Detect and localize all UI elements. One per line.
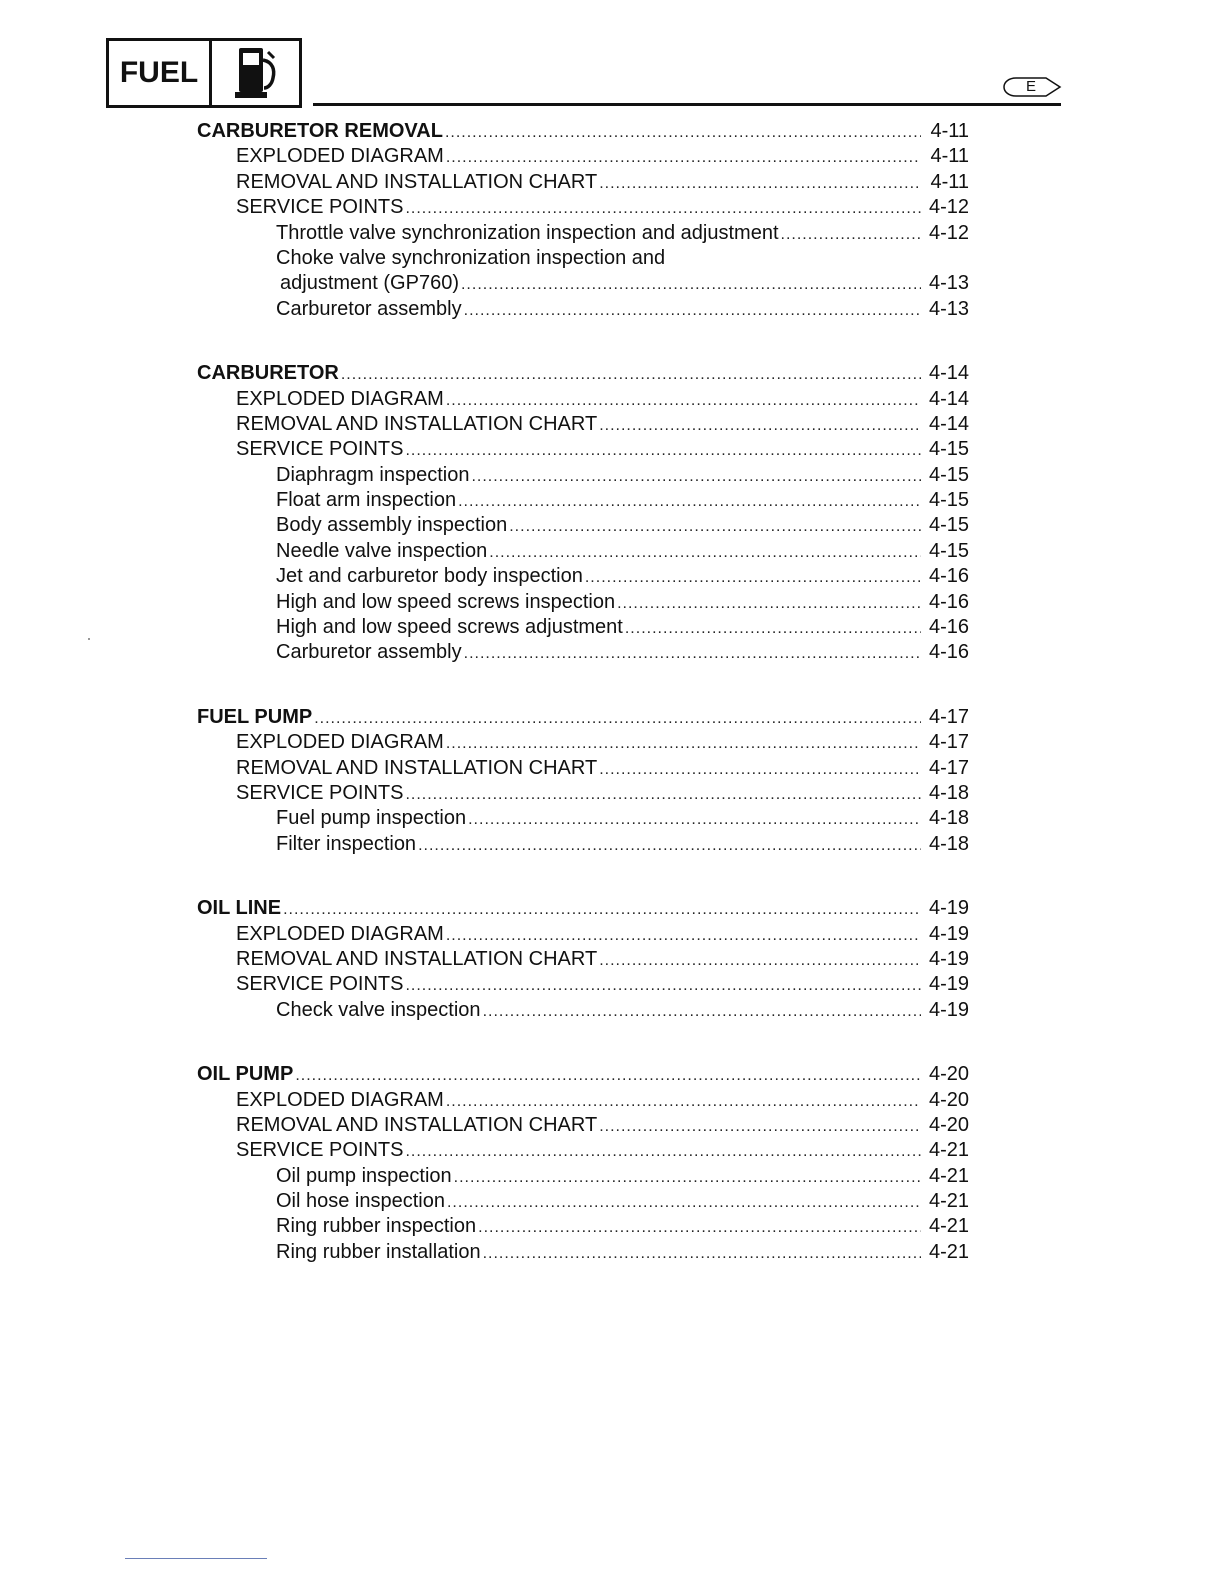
dot-leader: [446, 388, 921, 413]
toc-page-number: 4-21: [928, 1190, 969, 1213]
toc-item[interactable]: [197, 922, 969, 947]
toc-page-number: 4-11: [930, 145, 969, 168]
dot-leader: [446, 731, 921, 756]
toc-page-number: 4-20: [928, 1088, 969, 1111]
toc-entry-title: Diaphragm inspection: [276, 463, 470, 486]
toc-entry-title: Ring rubber installation: [276, 1240, 481, 1263]
dot-leader: [405, 973, 921, 998]
toc-section-heading[interactable]: [197, 896, 969, 921]
toc-item[interactable]: [197, 144, 969, 169]
toc-entry-title: Oil hose inspection: [276, 1190, 445, 1213]
chapter-label: FUEL: [109, 41, 212, 105]
dot-leader: [478, 1215, 921, 1240]
toc-page-number: 4-14: [928, 387, 969, 410]
toc-entry-title: Oil pump inspection: [276, 1164, 452, 1187]
toc-entry-title: Ring rubber inspection: [276, 1215, 477, 1238]
toc-subitem[interactable]: [197, 832, 969, 857]
dot-leader: [471, 464, 921, 489]
toc-entry-title: SERVICE POINTS: [236, 196, 404, 219]
chapter-header-box: [106, 38, 302, 108]
toc-entry-title: CARBURETOR REMOVAL: [197, 120, 443, 142]
toc-entry-title: High and low speed screws adjustment: [276, 616, 623, 639]
toc-item[interactable]: [197, 1113, 969, 1138]
table-of-contents: [197, 119, 969, 1304]
toc-section: [197, 705, 969, 857]
dot-leader: [446, 923, 921, 948]
toc-page-number: 4-15: [928, 539, 969, 562]
dot-leader: [599, 757, 921, 782]
toc-section-heading[interactable]: [197, 1062, 969, 1087]
toc-subitem[interactable]: [197, 488, 969, 513]
toc-subitem[interactable]: [197, 615, 969, 640]
toc-page-number: 4-13: [928, 272, 969, 295]
toc-page-number: 4-20: [928, 1113, 969, 1136]
dot-leader: [483, 999, 921, 1024]
toc-subitem[interactable]: [197, 271, 969, 296]
toc-subitem[interactable]: [197, 590, 969, 615]
toc-entry-title: SERVICE POINTS: [236, 973, 404, 996]
toc-page-number: 4-19: [928, 998, 969, 1021]
fuel-pump-icon: [212, 41, 299, 105]
dot-leader: [445, 120, 921, 145]
toc-page-number: 4-21: [928, 1215, 969, 1238]
toc-section: [197, 119, 969, 322]
toc-item[interactable]: [197, 947, 969, 972]
toc-entry-title: Carburetor assembly: [276, 297, 462, 320]
toc-entry-title: Fuel pump inspection: [276, 807, 467, 830]
toc-item[interactable]: [197, 730, 969, 755]
toc-page-number: 4-18: [928, 832, 969, 855]
toc-page-number: 4-16: [928, 590, 969, 613]
toc-page-number: 4-14: [928, 412, 969, 435]
toc-entry-title: adjustment (GP760): [280, 272, 459, 295]
language-mark-label: E: [1025, 78, 1036, 95]
dot-leader: [599, 171, 921, 196]
toc-section-heading[interactable]: [197, 119, 969, 144]
toc-page-number: 4-15: [928, 463, 969, 486]
toc-entry-title: Needle valve inspection: [276, 539, 488, 562]
toc-page-number: 4-19: [928, 973, 969, 996]
toc-page-number: 4-16: [928, 565, 969, 588]
toc-page-number: 4-17: [928, 731, 969, 754]
dot-leader: [405, 782, 921, 807]
toc-page-number: 4-15: [928, 514, 969, 537]
toc-page-number: 4-13: [928, 297, 969, 320]
dot-leader: [585, 565, 921, 590]
dot-leader: [468, 807, 921, 832]
header-rule: [313, 103, 1061, 106]
toc-page-number: 4-17: [928, 756, 969, 779]
dot-leader: [295, 1063, 921, 1088]
toc-section-heading[interactable]: [197, 705, 969, 730]
toc-subitem[interactable]: [197, 1214, 969, 1239]
toc-item[interactable]: [197, 195, 969, 220]
toc-subitem[interactable]: [197, 539, 969, 564]
toc-subitem[interactable]: [197, 246, 969, 271]
toc-page-number: 4-15: [928, 489, 969, 512]
toc-page-number: 4-17: [928, 705, 969, 728]
dot-leader: [464, 641, 921, 666]
dot-leader: [483, 1241, 921, 1266]
toc-entry-title: REMOVAL AND INSTALLATION CHART: [236, 412, 598, 435]
scan-speck: [88, 638, 90, 640]
toc-entry-title: Choke valve synchronization inspection and: [276, 246, 666, 269]
dot-leader: [454, 1165, 921, 1190]
toc-entry-title: Float arm inspection: [276, 489, 457, 512]
toc-subitem[interactable]: [197, 806, 969, 831]
toc-entry-title: OIL PUMP: [197, 1063, 294, 1086]
toc-page-number: 4-11: [930, 120, 969, 142]
toc-entry-title: CARBURETOR: [197, 362, 339, 385]
toc-page-number: 4-12: [928, 221, 969, 244]
toc-entry-title: REMOVAL AND INSTALLATION CHART: [236, 947, 598, 970]
toc-entry-title: High and low speed screws inspection: [276, 590, 616, 613]
dot-leader: [781, 222, 922, 247]
dot-leader: [418, 833, 921, 858]
dot-leader: [599, 1114, 921, 1139]
toc-item[interactable]: [197, 387, 969, 412]
dot-leader: [625, 616, 921, 641]
dot-leader: [405, 438, 921, 463]
toc-entry-title: SERVICE POINTS: [236, 438, 404, 461]
toc-item[interactable]: [197, 437, 969, 462]
toc-entry-title: EXPLODED DIAGRAM: [236, 145, 444, 168]
toc-section-heading[interactable]: [197, 361, 969, 386]
toc-entry-title: Filter inspection: [276, 832, 417, 855]
toc-page-number: 4-21: [928, 1164, 969, 1187]
toc-subitem[interactable]: [197, 1240, 969, 1265]
toc-page-number: 4-16: [928, 641, 969, 664]
toc-entry-title: Jet and carburetor body inspection: [276, 565, 583, 588]
dot-leader: [405, 1139, 921, 1164]
toc-entry-title: EXPLODED DIAGRAM: [236, 387, 444, 410]
toc-page-number: 4-19: [928, 947, 969, 970]
toc-subitem[interactable]: [197, 297, 969, 322]
toc-subitem[interactable]: [197, 513, 969, 538]
toc-entry-title: EXPLODED DIAGRAM: [236, 1088, 444, 1111]
toc-item[interactable]: [197, 756, 969, 781]
toc-entry-title: Check valve inspection: [276, 998, 481, 1021]
toc-subitem[interactable]: [197, 564, 969, 589]
dot-leader: [458, 489, 921, 514]
toc-subitem[interactable]: [197, 1164, 969, 1189]
dot-leader: [446, 1089, 921, 1114]
dot-leader: [509, 514, 921, 539]
toc-item[interactable]: [197, 781, 969, 806]
language-mark-badge: [1002, 76, 1062, 98]
toc-item[interactable]: [197, 1138, 969, 1163]
dot-leader: [464, 298, 921, 323]
toc-subitem[interactable]: [197, 221, 969, 246]
dot-leader: [599, 413, 921, 438]
toc-item[interactable]: [197, 1088, 969, 1113]
toc-page-number: 4-18: [928, 807, 969, 830]
toc-entry-title: REMOVAL AND INSTALLATION CHART: [236, 1113, 598, 1136]
toc-subitem[interactable]: [197, 998, 969, 1023]
dot-leader: [489, 540, 921, 565]
toc-page-number: 4-11: [930, 170, 969, 193]
dot-leader: [446, 145, 921, 170]
toc-entry-title: EXPLODED DIAGRAM: [236, 731, 444, 754]
dot-leader: [341, 362, 921, 387]
toc-page-number: 4-19: [928, 922, 969, 945]
dot-leader: [283, 897, 921, 922]
toc-entry-title: REMOVAL AND INSTALLATION CHART: [236, 170, 598, 193]
dot-leader: [314, 706, 921, 731]
footer-line: [125, 1558, 267, 1559]
toc-entry-title: Throttle valve synchronization inspection and adjustment: [276, 221, 779, 244]
toc-entry-title: Carburetor assembly: [276, 641, 462, 664]
toc-item[interactable]: [197, 412, 969, 437]
toc-subitem[interactable]: [197, 1189, 969, 1214]
toc-page-number: 4-21: [928, 1240, 969, 1263]
toc-page-number: 4-21: [928, 1139, 969, 1162]
toc-entry-title: EXPLODED DIAGRAM: [236, 922, 444, 945]
toc-entry-title: Body assembly inspection: [276, 514, 508, 537]
toc-item[interactable]: [197, 170, 969, 195]
toc-entry-title: OIL LINE: [197, 897, 282, 920]
toc-entry-title: FUEL PUMP: [197, 705, 313, 728]
toc-page-number: 4-12: [928, 196, 969, 219]
toc-page-number: 4-16: [928, 616, 969, 639]
toc-page-number: 4-19: [928, 897, 969, 920]
dot-leader: [447, 1190, 921, 1215]
dot-leader: [599, 948, 921, 973]
dot-leader: [617, 591, 921, 616]
toc-section: [197, 361, 969, 666]
toc-entry-title: SERVICE POINTS: [236, 781, 404, 804]
toc-subitem[interactable]: [197, 640, 969, 665]
dot-leader: [461, 272, 921, 297]
toc-page-number: 4-15: [928, 438, 969, 461]
toc-entry-title: SERVICE POINTS: [236, 1139, 404, 1162]
toc-subitem[interactable]: [197, 463, 969, 488]
dot-leader: [405, 196, 921, 221]
toc-entry-title: REMOVAL AND INSTALLATION CHART: [236, 756, 598, 779]
toc-page-number: 4-14: [928, 362, 969, 385]
toc-section: [197, 1062, 969, 1265]
toc-section: [197, 896, 969, 1023]
toc-page-number: 4-20: [928, 1063, 969, 1086]
toc-item[interactable]: [197, 972, 969, 997]
toc-page-number: 4-18: [928, 781, 969, 804]
